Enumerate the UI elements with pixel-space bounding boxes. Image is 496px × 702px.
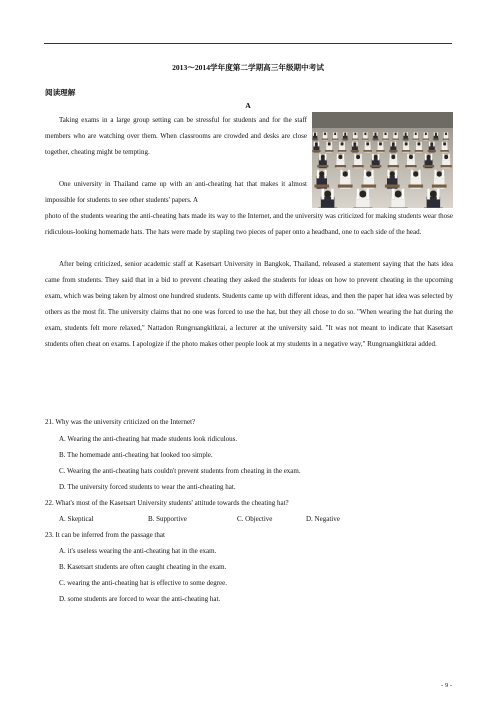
question-21-option-c: C. Wearing the anti-cheating hats couldn't prevent students from cheating in the exam. [59, 467, 301, 475]
question-22-option-b: B. Supportive [148, 515, 187, 523]
header-rule [44, 43, 452, 44]
question-22-option-d: D. Negative [306, 515, 340, 523]
section-heading: 阅读理解 [45, 88, 76, 97]
passage-letter: A [245, 101, 251, 110]
passage-paragraph-3: After being criticized, senior academic staff at Kasetsart University in Bangkok, Thailand, released a statement saying that the hats idea came from students. They said that in a bid to prevent cheating they asked the students for ideas on how to prevent cheating in the upcoming exam, which was being taken by almost one hundred students. Students came up with different ideas, and then the paper hat idea was selected by others as the most fit. The university claims that no one was forced to use the hat, but they all chose to do so. "When wearing the hat during the exam, students felt more relaxed," Nattadon Rungruangkitkrai, a lecturer at the university said. "It was not meant to indicate that Kasetsart students often cheat on exams. I apologize if the photo makes other people look at my students in a negative way," Rungruangkitkrai added. [45, 260, 453, 348]
question-23-option-c: C. wearing the anti-cheating hat is effective to some degree. [59, 579, 227, 587]
question-21-option-b: B. The homemade anti-cheating hat looked too simple. [59, 451, 213, 459]
question-22-option-a: A. Skeptical [59, 515, 94, 523]
question-22: 22. What's most of the Kasetsart University students' attitude towards the cheating hat? [45, 499, 289, 507]
question-23: 23. It can be inferred from the passage that [45, 531, 165, 539]
exam-hall-illustration [312, 112, 453, 208]
page-number: - 9 - [441, 682, 452, 689]
question-23-option-b: B. Kasetsart students are often caught cheating in the exam. [59, 563, 227, 571]
question-23-option-a: A. it's useless wearing the anti-cheating hat in the exam. [59, 547, 217, 555]
question-21-option-d: D. The university forced students to wear the anti-cheating hat. [59, 483, 236, 491]
question-23-option-d: D. some students are forced to wear the anti-cheating hat. [59, 595, 221, 603]
passage-paragraph-2-end: photo of the students wearing the anti-cheating hats made its way to the Internet, and the university was criticized for making students wear those ridiculous-looking homemade hats. The hats were made by stapling two pieces of paper onto a headband, one to each side of the head. [45, 212, 453, 236]
question-21-option-a: A. Wearing the anti-cheating hat made students look ridiculous. [59, 435, 238, 443]
exam-hall-photo [312, 112, 453, 208]
question-22-option-c: C. Objective [237, 515, 273, 523]
exam-title: 2013～2014学年度第二学期高三年级期中考试 [172, 63, 324, 72]
question-21: 21. Why was the university criticized on the Internet? [45, 418, 196, 426]
passage-paragraph-2-start: One university in Thailand came up with an anti-cheating hat that makes it almost impossible for students to see other students' papers. A [45, 180, 307, 204]
passage-paragraph-1: Taking exams in a large group setting can be stressful for students and for the staff members who are watching over them. When classrooms are crowded and desks are close together, cheating might be tempting. [45, 116, 307, 156]
